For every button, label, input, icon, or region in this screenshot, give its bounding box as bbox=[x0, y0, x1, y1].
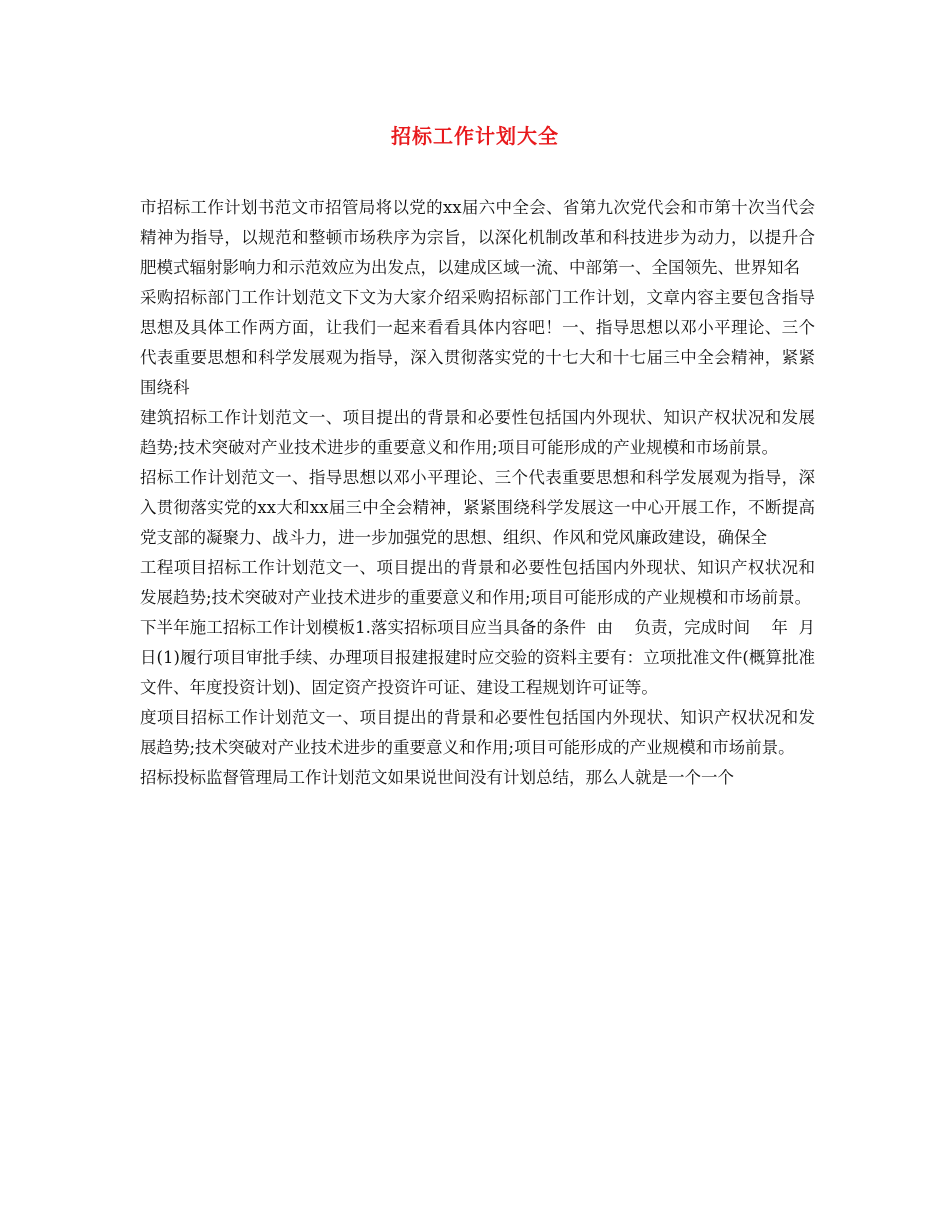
paragraph-2: 采购招标部门工作计划范文下文为大家介绍采购招标部门工作计划，文章内容主要包含指导思想及具体工作两方面，让我们一起来看看具体内容吧！一、指导思想以邓小平理论、三个代表重要思想和科学发展观为指导，深入贯彻落实党的十七大和十七届三中全会精神，紧紧围绕科 bbox=[140, 288, 815, 397]
document-title: 招标工作计划大全 bbox=[391, 124, 559, 148]
paragraph-6: 下半年施工招标工作计划模板1.落实招标项目应当具备的条件 由 负责，完成时间 年 月 日(1)履行项目审批手续、办理项目报建报建时应交验的资料主要有：立项批准文件(概算批准文件、年度投资计划)、固定资产投资许可证、建设工程规划许可证等。 bbox=[140, 618, 836, 697]
document-body bbox=[140, 193, 836, 793]
paragraph-4: 招标工作计划范文一、指导思想以邓小平理论、三个代表重要思想和科学发展观为指导，深入贯彻落实党的xx大和xx届三中全会精神，紧紧围绕科学发展这一中心开展工作，不断提高党支部的凝聚力、战斗力，进一步加强党的思想、组织、作风和党风廉政建设，确保全 bbox=[140, 468, 815, 547]
paragraph-3: 建筑招标工作计划范文一、项目提出的背景和必要性包括国内外现状、知识产权状况和发展趋势;技术突破对产业技术进步的重要意义和作用;项目可能形成的产业规模和市场前景。 bbox=[140, 408, 815, 457]
paragraph-5: 工程项目招标工作计划范文一、项目提出的背景和必要性包括国内外现状、知识产权状况和发展趋势;技术突破对产业技术进步的重要意义和作用;项目可能形成的产业规模和市场前景。 bbox=[140, 558, 815, 607]
paragraph-7: 度项目招标工作计划范文一、项目提出的背景和必要性包括国内外现状、知识产权状况和发展趋势;技术突破对产业技术进步的重要意义和作用;项目可能形成的产业规模和市场前景。 bbox=[140, 708, 815, 757]
paragraph-8: 招标投标监督管理局工作计划范文如果说世间没有计划总结，那么人就是一个一个 bbox=[140, 768, 734, 787]
paragraph-1: 市招标工作计划书范文市招管局将以党的xx届六中全会、省第九次党代会和市第十次当代会精神为指导，以规范和整顿市场秩序为宗旨，以深化机制改革和科技进步为动力，以提升合肥模式辐射影响力和示范效应为出发点，以建成区域一流、中部第一、全国领先、世界知名 bbox=[140, 198, 815, 277]
